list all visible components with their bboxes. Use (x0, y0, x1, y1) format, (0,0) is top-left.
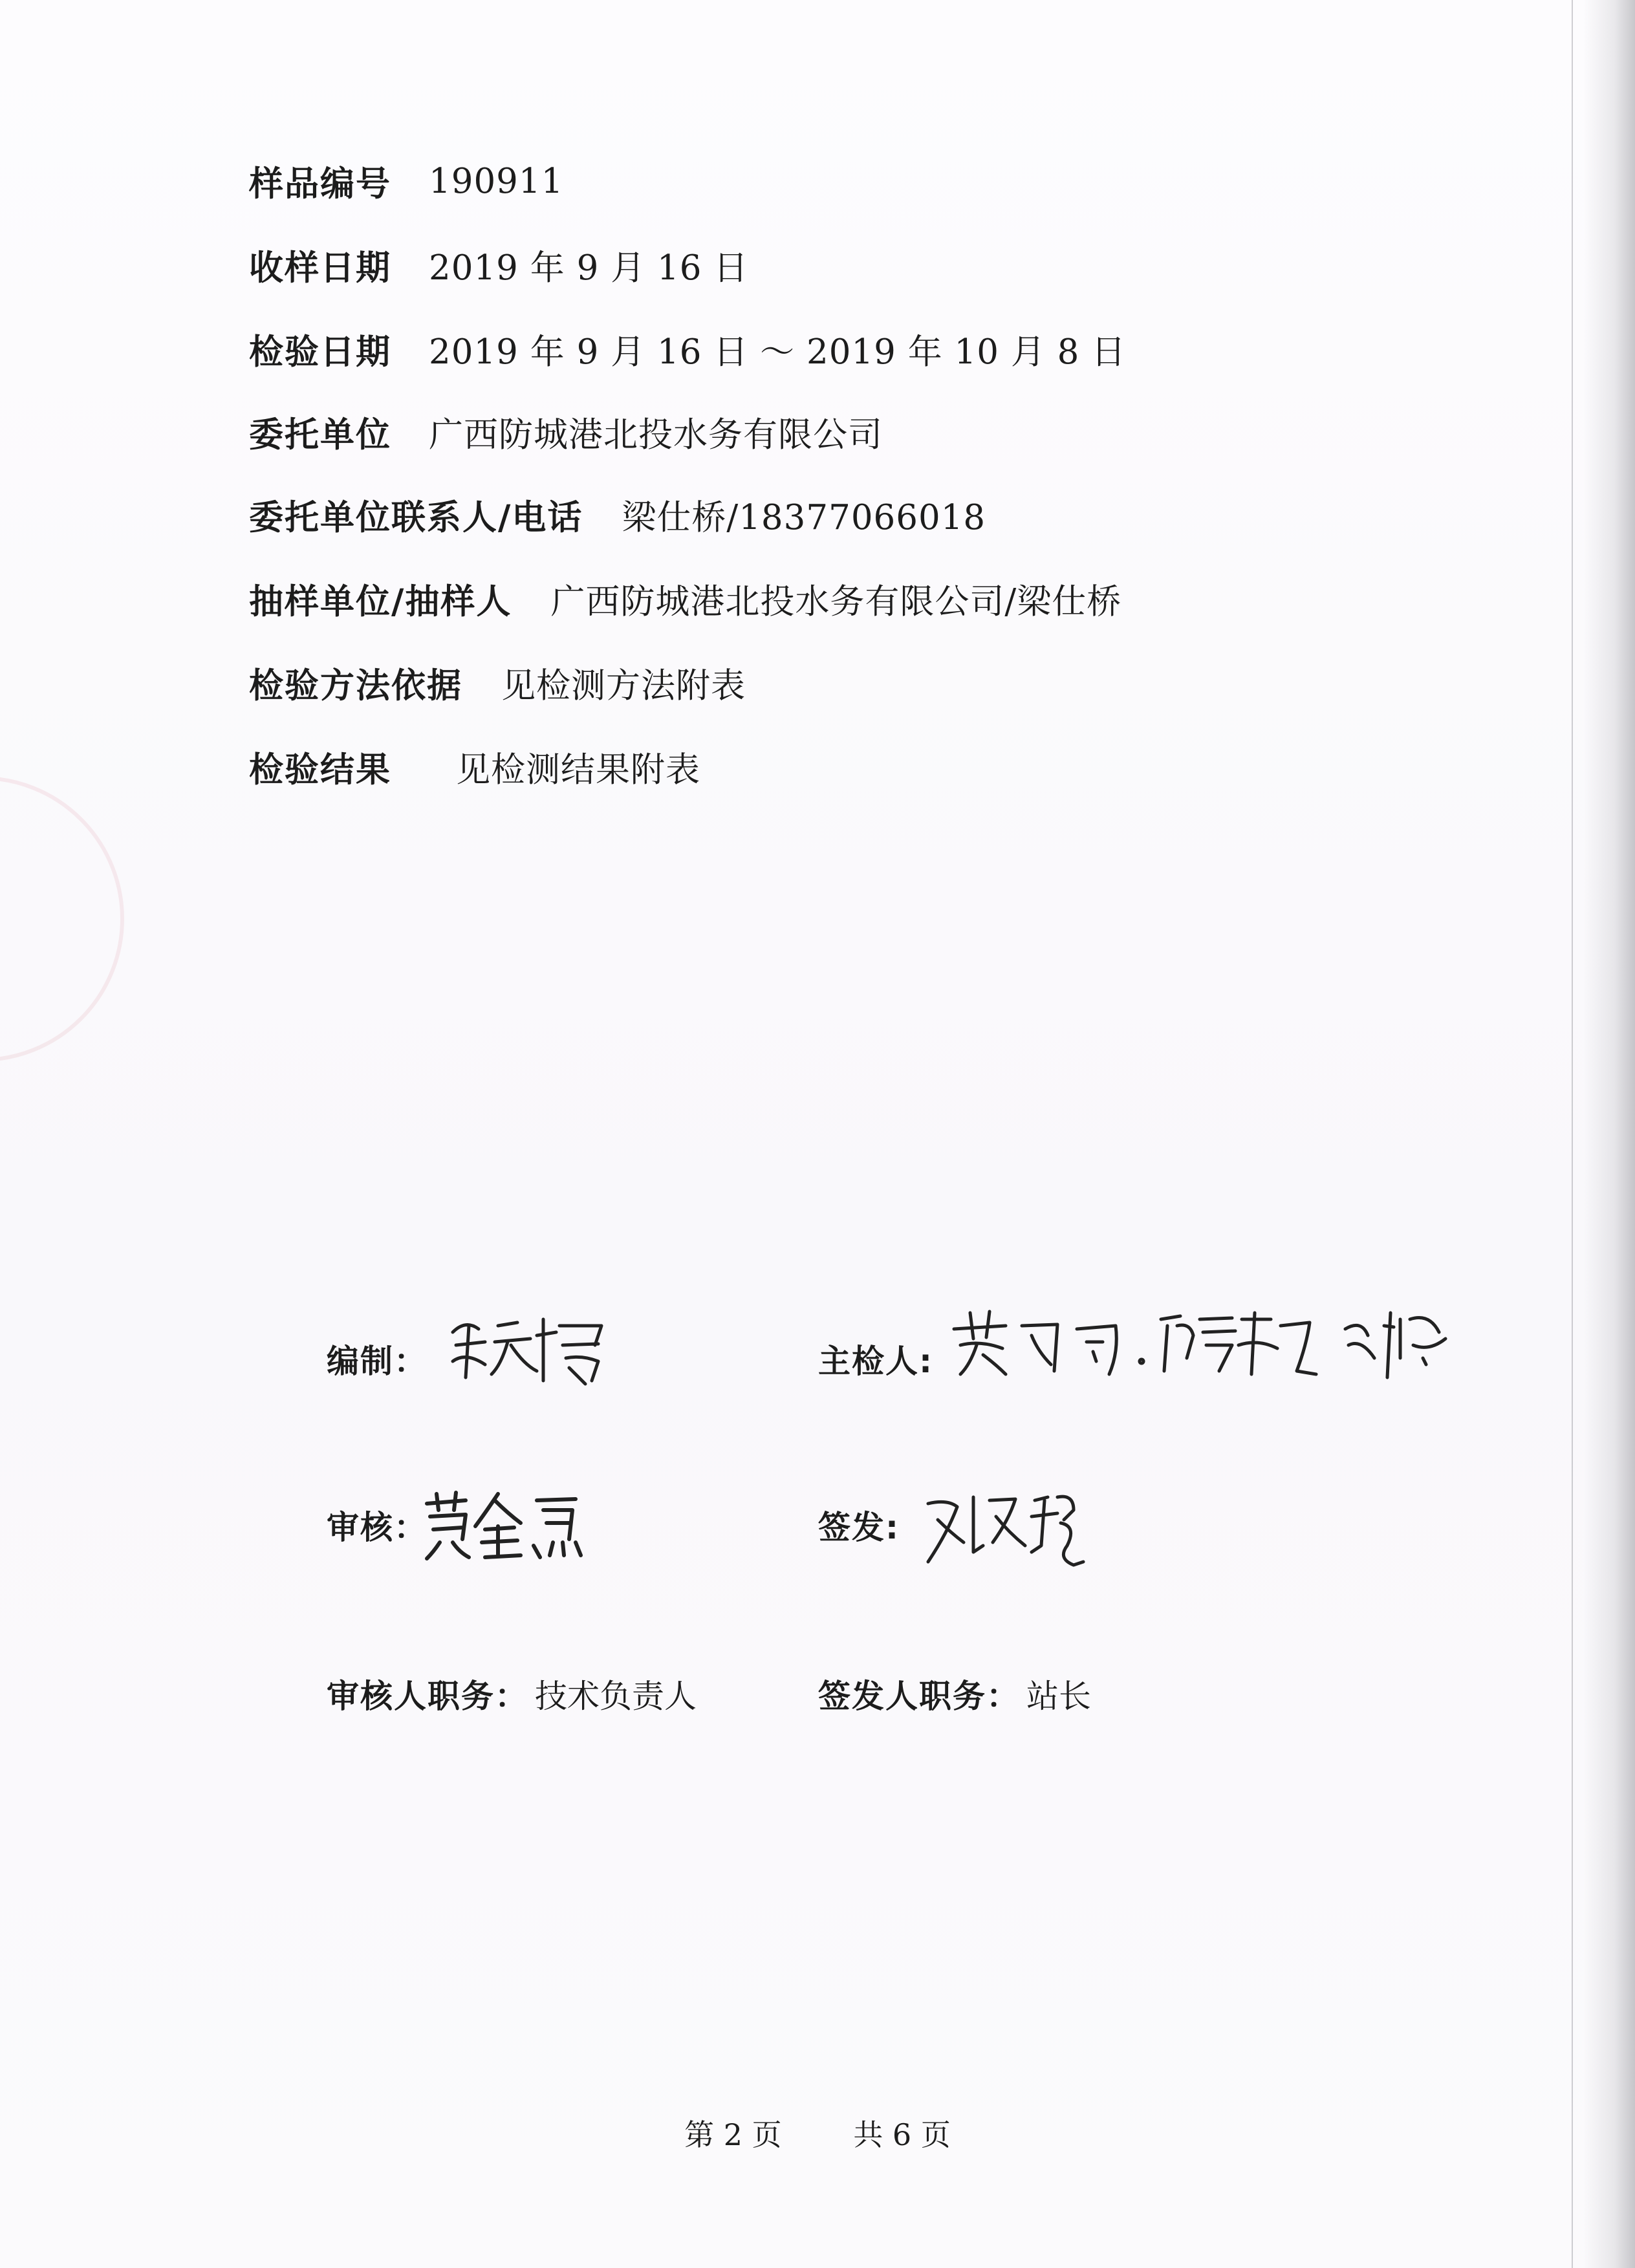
field-value: 广西防城港北投水务有限公司/梁仕桥 (550, 582, 1122, 621)
field-label: 样品编号 (249, 164, 391, 204)
field-test-method (249, 657, 746, 709)
page-footer (0, 2111, 1635, 2154)
compiled-by-label: 编制： (327, 1343, 428, 1380)
field-receive-date (249, 239, 748, 291)
field-sample-number (249, 155, 563, 207)
field-inspection-date (249, 323, 1126, 375)
reviewer-duty-label: 审核人职务： (327, 1678, 528, 1715)
reviewer-duty (327, 1670, 697, 1717)
field-label: 检验结果 (249, 750, 391, 790)
faint-seal-bleed (0, 776, 124, 1062)
field-sampling-unit (249, 573, 1121, 625)
issuer-signature (918, 1481, 1087, 1578)
field-label: 委托单位联系人/电话 (249, 498, 583, 537)
field-label: 检验日期 (249, 332, 391, 372)
field-value: 2019 年 9 月 16 日 (429, 248, 749, 288)
reviewer-label: 审核： (327, 1509, 428, 1546)
reviewer-duty-value: 技术负责人 (535, 1678, 697, 1715)
page-number: 第 2 页 (684, 2117, 782, 2152)
compiler-signature (446, 1306, 608, 1390)
field-client (249, 406, 883, 458)
field-label: 收样日期 (249, 248, 391, 288)
field-value: 广西防城港北投水务有限公司 (429, 415, 883, 455)
issuer-duty-label: 签发人职务： (818, 1678, 1020, 1715)
chief-inspector-label: 主检人: (818, 1343, 933, 1380)
field-label: 检验方法依据 (249, 666, 462, 706)
field-value: 见检测方法附表 (501, 666, 746, 706)
issuer-label: 签发: (818, 1509, 900, 1546)
field-label: 委托单位 (249, 415, 391, 455)
page-total: 共 6 页 (853, 2117, 951, 2152)
field-value: 见检测结果附表 (456, 750, 700, 790)
field-value: 190911 (429, 161, 564, 201)
reviewer-signature (414, 1481, 595, 1565)
page-edge-line (1572, 0, 1573, 2268)
field-client-contact (249, 489, 986, 541)
field-label: 抽样单位/抽样人 (249, 582, 512, 621)
chief-inspector-signatures (947, 1300, 1458, 1384)
field-value: 梁仕桥/18377066018 (622, 498, 986, 537)
issuer-duty-value: 站长 (1026, 1678, 1091, 1715)
field-test-result (249, 741, 700, 793)
issuer-duty (818, 1670, 1091, 1717)
page-edge-shadow (1583, 0, 1635, 2268)
field-value: 2019 年 9 月 16 日 ～ 2019 年 10 月 8 日 (429, 332, 1127, 372)
